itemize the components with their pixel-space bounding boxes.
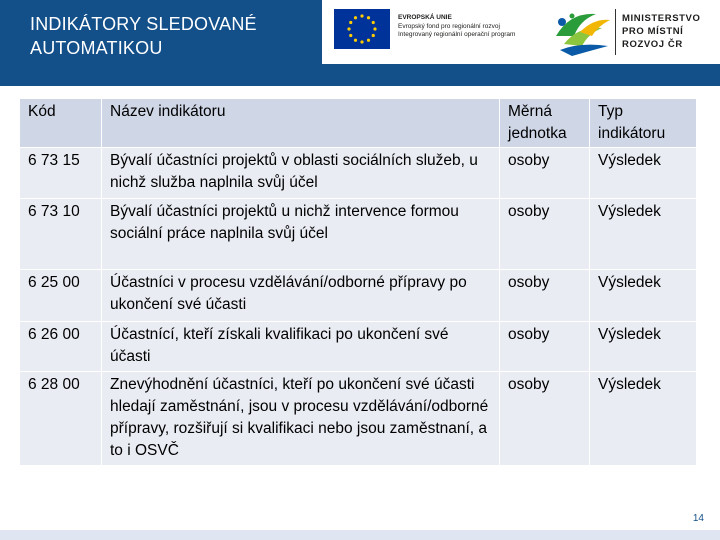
- eu-flag-icon: [334, 9, 390, 49]
- cell-type: Výsledek: [590, 199, 697, 270]
- cell-name: Účastníci v procesu vzdělávání/odborné přípravy po ukončení své účasti: [102, 270, 500, 322]
- cell-name: Bývalí účastníci projektů u nichž intervence formou sociální práce naplnila svůj účel: [102, 199, 500, 270]
- eu-logo-line: Integrovaný regionální operační program: [398, 31, 516, 39]
- eu-star-icon: [372, 21, 375, 24]
- mmr-logo-icon: [550, 6, 612, 58]
- cell-unit: osoby: [500, 322, 590, 372]
- slide-title: INDIKÁTORY SLEDOVANÉ AUTOMATIKOU: [30, 14, 257, 58]
- logo-divider: [615, 9, 616, 55]
- mmr-logo-line: PRO MÍSTNÍ: [622, 26, 684, 37]
- cell-unit: osoby: [500, 148, 590, 199]
- cell-code: 6 26 00: [20, 322, 102, 372]
- cell-code: 6 73 15: [20, 148, 102, 199]
- eu-logo-line: Evropský fond pro regionální rozvoj: [398, 22, 500, 30]
- cell-code: 6 73 10: [20, 199, 102, 270]
- cell-code: 6 28 00: [20, 372, 102, 466]
- eu-star-icon: [347, 27, 350, 30]
- eu-logo-text: [398, 14, 548, 40]
- table-row: [20, 322, 697, 372]
- eu-star-icon: [354, 39, 357, 42]
- cell-unit: osoby: [500, 372, 590, 466]
- indicator-table: [19, 98, 697, 466]
- eu-star-icon: [360, 40, 363, 43]
- table-row: [20, 270, 697, 322]
- table-header-row: [20, 99, 697, 148]
- column-header-name: Název indikátoru: [102, 99, 500, 148]
- table-row: [20, 148, 697, 199]
- eu-star-icon: [354, 16, 357, 19]
- eu-star-icon: [360, 14, 363, 17]
- eu-star-icon: [367, 39, 370, 42]
- mmr-logo-text: [622, 12, 718, 51]
- logo-area: [322, 0, 720, 64]
- footer-band: [0, 530, 720, 540]
- cell-type: Výsledek: [590, 322, 697, 372]
- cell-type: Výsledek: [590, 148, 697, 199]
- eu-star-icon: [373, 27, 376, 30]
- page-number: 14: [692, 513, 704, 524]
- cell-name: Bývalí účastníci projektů v oblasti sociálních služeb, u nichž služba naplnila svůj účel: [102, 148, 500, 199]
- cell-code: 6 25 00: [20, 270, 102, 322]
- cell-unit: osoby: [500, 199, 590, 270]
- column-header-code: Kód: [20, 99, 102, 148]
- cell-name: Znevýhodnění účastníci, kteří po ukončení své účasti hledají zaměstnání, jsou v procesu vzdělávání/odborné přípravy, rozšiřují si kvalifikaci nebo jsou zaměstnaní, a to i OSVČ: [102, 372, 500, 466]
- eu-star-icon: [372, 34, 375, 37]
- cell-unit: osoby: [500, 270, 590, 322]
- cell-type: Výsledek: [590, 372, 697, 466]
- cell-type: Výsledek: [590, 270, 697, 322]
- mmr-logo-line: MINISTERSTVO: [622, 13, 701, 24]
- eu-star-icon: [367, 16, 370, 19]
- header-bar: [0, 0, 720, 86]
- table-row: [20, 372, 697, 466]
- mmr-logo-line: ROZVOJ ČR: [622, 39, 683, 50]
- column-header-type: Typ indikátoru: [590, 99, 697, 148]
- eu-logo-line: EVROPSKÁ UNIE: [398, 14, 452, 21]
- eu-star-icon: [349, 21, 352, 24]
- table-row: [20, 199, 697, 270]
- eu-star-icon: [349, 34, 352, 37]
- cell-name: Účastnící, kteří získali kvalifikaci po ukončení své účasti: [102, 322, 500, 372]
- column-header-unit: Měrná jednotka: [500, 99, 590, 148]
